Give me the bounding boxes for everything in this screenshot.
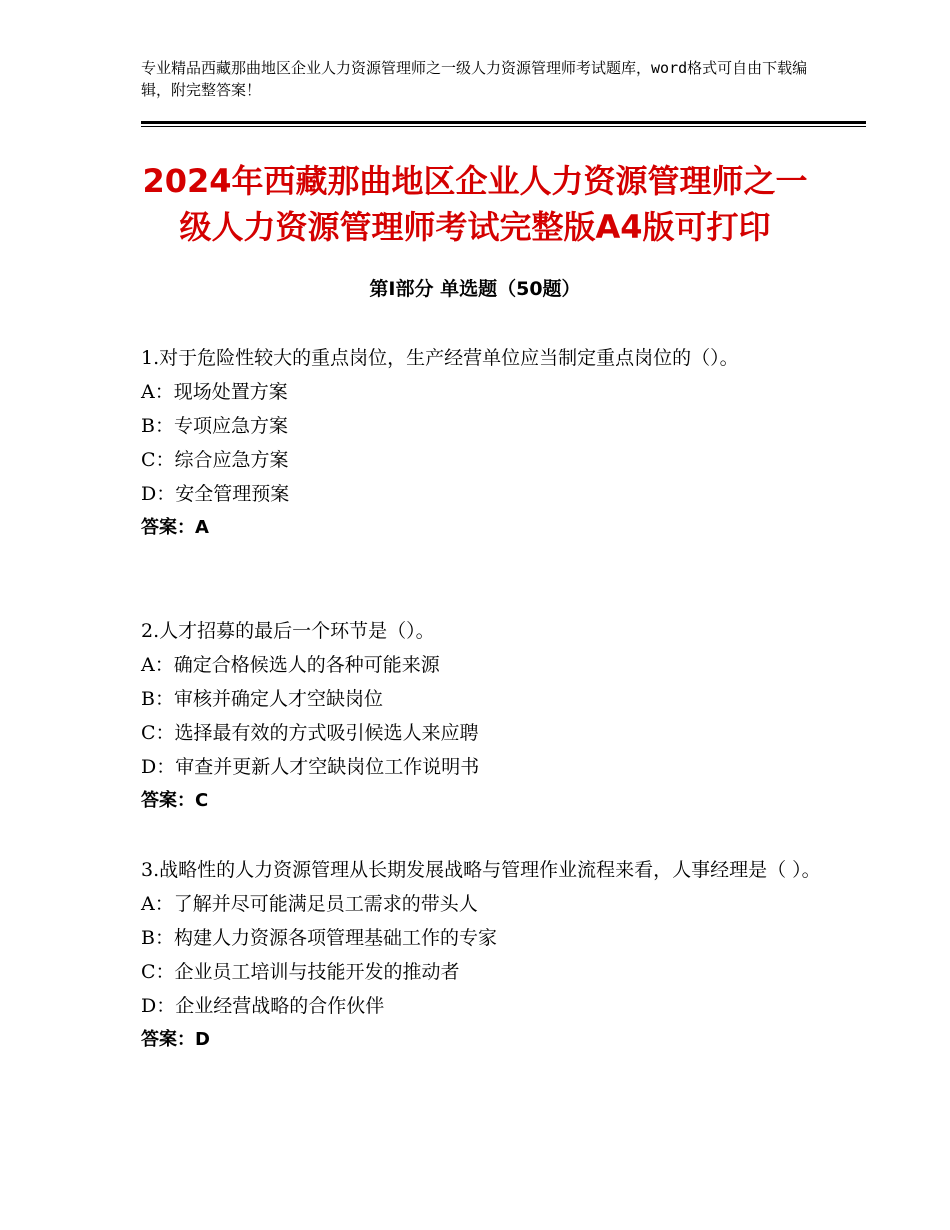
option-d: D：安全管理预案: [141, 483, 290, 505]
option-a: A：了解并尽可能满足员工需求的带头人: [141, 893, 478, 915]
question-stem: 1.对于危险性较大的重点岗位，生产经营单位应当制定重点岗位的（）。: [141, 347, 739, 369]
header-divider-thin: [141, 126, 866, 127]
header-divider-thick: [141, 121, 866, 124]
option-c: C：选择最有效的方式吸引候选人来应聘: [141, 722, 479, 744]
question-2: [141, 614, 821, 818]
option-c: C：企业员工培训与技能开发的推动者: [141, 961, 460, 983]
question-stem: 3.战略性的人力资源管理从长期发展战略与管理作业流程来看，人事经理是（ ）。: [141, 859, 821, 881]
question-3: [141, 853, 821, 1057]
option-d: D：审查并更新人才空缺岗位工作说明书: [141, 756, 480, 778]
header-note: 专业精品西藏那曲地区企业人力资源管理师之一级人力资源管理师考试题库，word格式可自由下载编辑，附完整答案！: [141, 59, 808, 99]
section-title: 第I部分 单选题（50题）: [369, 278, 581, 300]
option-b: B：审核并确定人才空缺岗位: [141, 688, 383, 710]
option-b: B：构建人力资源各项管理基础工作的专家: [141, 927, 497, 949]
option-b: B：专项应急方案: [141, 415, 288, 437]
answer: 答案：C: [141, 790, 209, 811]
document-title: 2024年西藏那曲地区企业人力资源管理师之一级人力资源管理师考试完整版A4版可打印: [142, 162, 808, 246]
option-a: A：现场处置方案: [141, 381, 288, 403]
option-c: C：综合应急方案: [141, 449, 289, 471]
answer: 答案：A: [141, 517, 209, 538]
question-stem: 2.人才招募的最后一个环节是（）。: [141, 620, 435, 642]
answer: 答案：D: [141, 1029, 210, 1050]
question-1: [141, 341, 821, 545]
option-a: A：确定合格候选人的各种可能来源: [141, 654, 440, 676]
option-d: D：企业经营战略的合作伙伴: [141, 995, 385, 1017]
